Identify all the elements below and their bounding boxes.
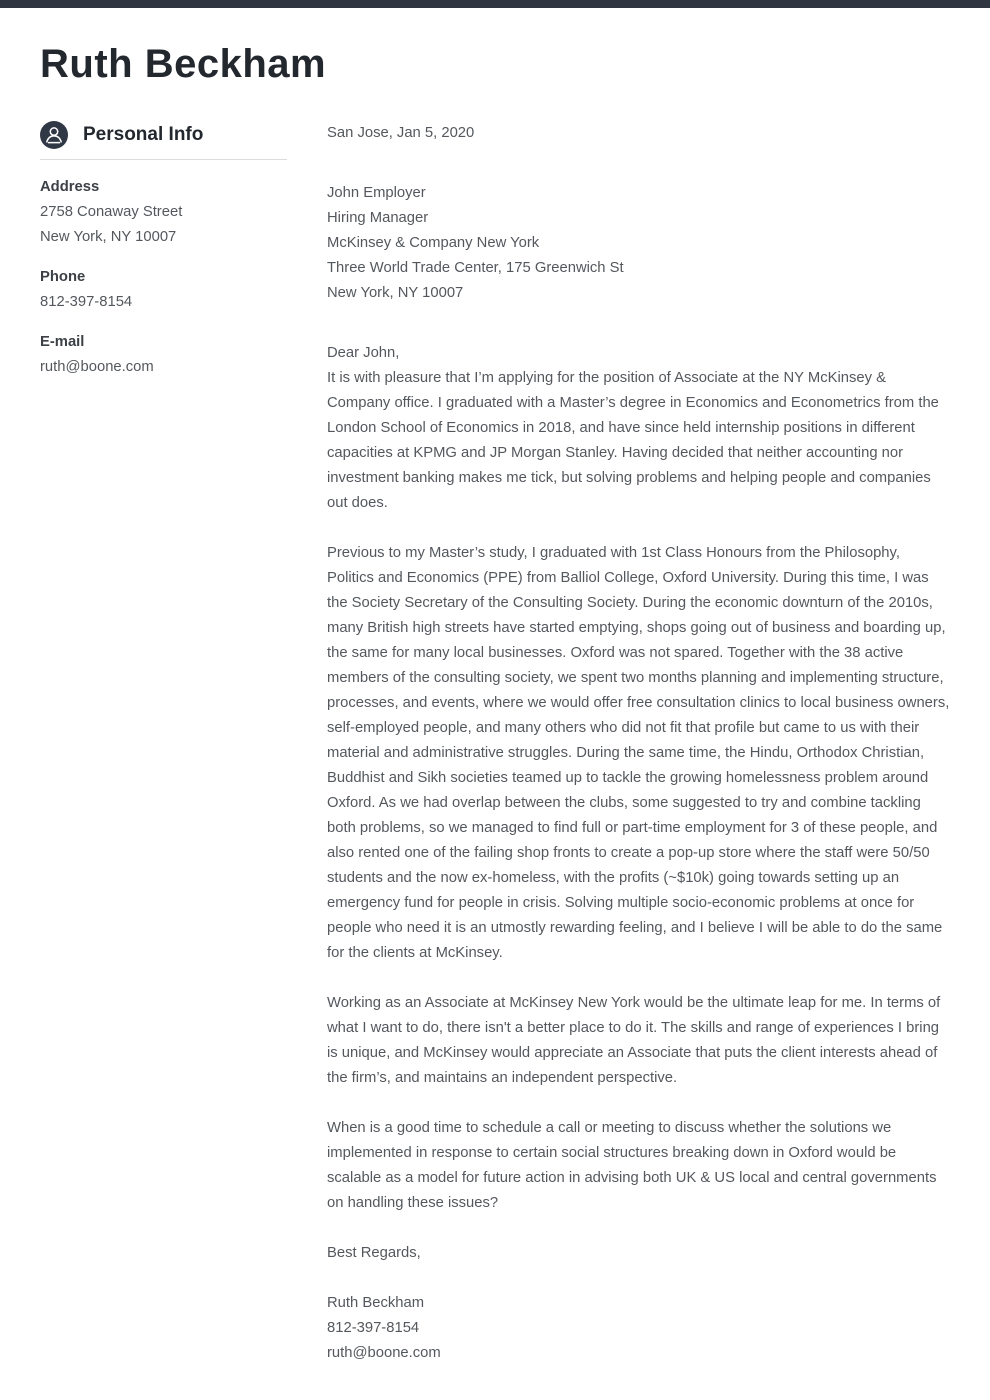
sidebar-field-phone [40, 265, 287, 315]
recipient-block [327, 181, 950, 306]
letter-body [327, 121, 950, 1366]
letter-paragraph: When is a good time to schedule a call or meeting to discuss whether the solutions we implemented in response to certain social structures breaking down in Oxford would be scalable as a model for future action in advising both UK & US local and central governments on handling these issues? [327, 1120, 937, 1211]
recipient-line: Three World Trade Center, 175 Greenwich St [327, 260, 624, 276]
signature-line: ruth@boone.com [327, 1345, 441, 1361]
signature-block [327, 1291, 950, 1366]
closing: Best Regards, [327, 1245, 421, 1261]
signature-line: Ruth Beckham [327, 1295, 425, 1311]
field-value: ruth@boone.com [40, 359, 154, 375]
salutation: Dear John, [327, 345, 400, 361]
personal-info-sidebar [40, 121, 287, 1366]
content-columns [0, 121, 990, 1366]
sidebar-field-email [40, 330, 287, 380]
signature-line: 812-397-8154 [327, 1320, 420, 1336]
field-label: Phone [40, 269, 86, 285]
person-icon [40, 121, 68, 149]
sidebar-heading: Personal Info [83, 124, 204, 145]
sidebar-heading-row [40, 121, 287, 149]
field-label: E-mail [40, 334, 85, 350]
letter-paragraph: Working as an Associate at McKinsey New York would be the ultimate leap for me. In terms of what I want to do, there isn't a better place to do it. The skills and range of experiences I bring is unique, and McKinsey would appreciate an Associate that puts the client interests ahead of the firm’s, and maintains an independent perspective. [327, 995, 941, 1086]
field-value: 2758 Conaway Street [40, 204, 183, 220]
letter-paragraph: It is with pleasure that I’m applying for the position of Associate at the NY McKinsey & Company office. I graduated with a Master’s degree in Economics and Econometrics from the London School of Economics in 2018, and have since held internship positions in different capacities at KPMG and JP Morgan Stanley. Having decided that neither accounting nor investment banking makes me tick, but solving problems and helping people and companies out does. [327, 370, 939, 511]
top-accent-bar [0, 0, 990, 8]
sidebar-field-address [40, 175, 287, 250]
letter-date: San Jose, Jan 5, 2020 [327, 125, 475, 141]
letter-paragraph: Previous to my Master’s study, I graduated with 1st Class Honours from the Philosophy, Politics and Economics (PPE) from Balliol College, Oxford University. During this time, I was the Society Secretary of the Consulting Society. During the economic downturn of the 2010s, many British high streets have started emptying, shops going out of business and boarding up, the same for many local businesses. Oxford was not spared. Together with the 38 active members of the consulting society, we spent two months planning and implementing structure, processes, and events, where we would offer free consultation clinics to local business owners, self-employed people, and many others who did not fit that profile but came to us with their material and administrative struggles. During the same time, the Hindu, Orthodox Christian, Buddhist and Sikh societies teamed up to tackle the growing homelessness problem around Oxford. As we had overlap between the clubs, some suggested to try and combine tackling both problems, so we managed to find full or part-time employment for 3 of these people, and also rented one of the failing shop fronts to create a pop-up store where the staff were 50/50 students and the now ex-homeless, with the profits (~$10k) going towards setting up an emergency fund for people in crisis. Solving multiple socio-economic problems at once for people who need it is an utmostly rewarding feeling, and I believe I will be able to do the same for the clients at McKinsey. [327, 545, 950, 961]
recipient-line: John Employer [327, 185, 426, 201]
sidebar-divider [40, 159, 287, 160]
recipient-line: Hiring Manager [327, 210, 429, 226]
recipient-line: McKinsey & Company New York [327, 235, 540, 251]
recipient-line: New York, NY 10007 [327, 285, 464, 301]
field-label: Address [40, 179, 100, 195]
field-value: New York, NY 10007 [40, 229, 177, 245]
applicant-name: Ruth Beckham [40, 42, 327, 86]
field-value: 812-397-8154 [40, 294, 133, 310]
